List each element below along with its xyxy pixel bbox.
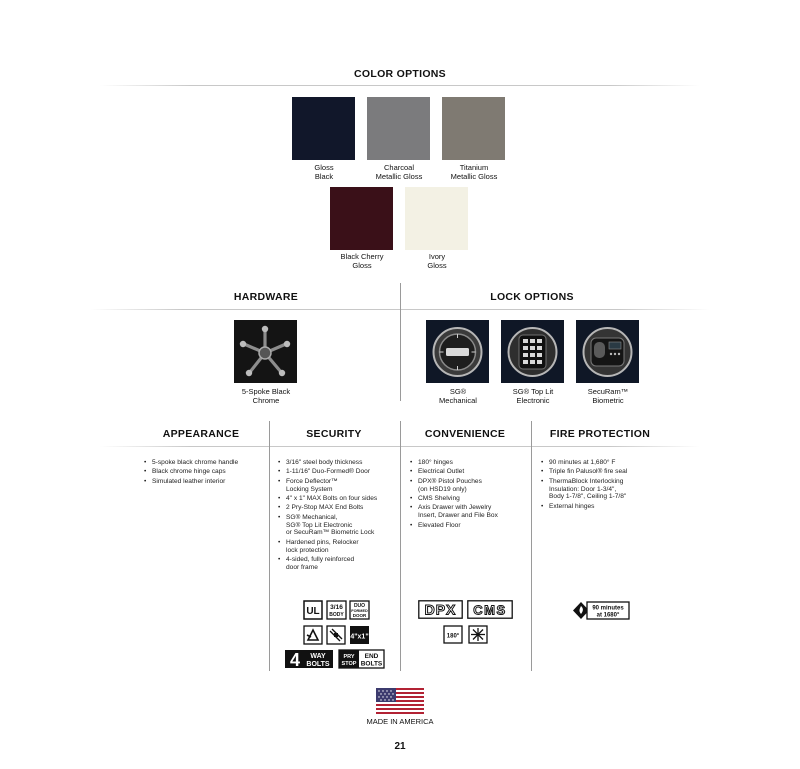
svg-text:BOLTS: BOLTS (360, 660, 383, 668)
convenience-title: CONVENIENCE (424, 428, 506, 440)
list-item: • ThermaBlock Interlocking Insulation: Door 1-3/4", Body 1-7/8", Ceiling 1-7/8" (541, 478, 671, 501)
made-in-america-label: MADE IN AMERICA (366, 717, 434, 726)
swatch-charcoal-metallic[interactable] (367, 97, 430, 160)
swatch-charcoal-metallic-caption: Charcoal Metallic Gloss (375, 163, 423, 181)
fire-protection-list (541, 459, 671, 512)
five-spoke-handle-caption: 5-Spoke Black Chrome (241, 387, 291, 405)
list-item: • Simulated leather interior (144, 478, 264, 486)
hinge-180-icon (443, 625, 463, 644)
swatch-black-cherry[interactable] (330, 187, 393, 250)
convenience-list (410, 459, 528, 531)
column-divider-2 (400, 421, 401, 671)
list-item: • 4-sided, fully reinforced door frame (278, 556, 398, 572)
list-item: • Triple fin Palusol® fire seal (541, 468, 671, 476)
swatch-gloss-black[interactable] (292, 97, 355, 160)
fire-rating-icon (570, 600, 631, 621)
list-item: • 3/16" steel body thickness (278, 459, 398, 467)
bolt-size-icon (349, 625, 370, 645)
svg-text:180°: 180° (446, 633, 460, 640)
swatch-ivory-caption: Ivory Gloss (427, 252, 447, 270)
pry-stop-end-bolts-icon (338, 649, 385, 669)
biometric-lock-icon (576, 320, 639, 383)
hardware-lock-divider (400, 283, 401, 401)
list-item: • Axis Drawer with Jewelry Insert, Drawer and File Box (410, 504, 528, 520)
svg-text:90 minutes: 90 minutes (592, 605, 624, 612)
list-item: • 180° hinges (410, 459, 528, 467)
cms-logo-icon (467, 600, 513, 619)
list-item: • DPX® Pistol Pouches (on HSD19 only) (410, 478, 528, 494)
swatch-ivory[interactable] (405, 187, 468, 250)
svg-text:FORMED: FORMED (351, 609, 368, 613)
list-item: • SG® Mechanical, SG® Top Lit Electronic or SecuRam™ Biometric Lock (278, 514, 398, 537)
ul-rated-icon (303, 600, 323, 620)
keypad-lock-icon (501, 320, 564, 383)
svg-text:WAY: WAY (310, 653, 326, 660)
sg-electronic-caption: SG® Top Lit Electronic (512, 387, 554, 405)
dpx-logo-icon (418, 600, 463, 619)
swatch-gloss-black-caption: Gloss Black (314, 163, 334, 181)
svg-text:4"x1": 4"x1" (350, 633, 369, 641)
swatch-titanium-metallic[interactable] (442, 97, 505, 160)
svg-text:END: END (364, 653, 379, 660)
swatch-black-cherry-caption: Black Cherry Gloss (340, 252, 384, 270)
list-item: • 5-spoke black chrome handle (144, 459, 264, 467)
svg-text:BOLTS: BOLTS (306, 661, 330, 668)
relocker-icon (326, 625, 346, 645)
four-way-bolts-icon (284, 649, 334, 669)
list-item: • 1-11/16" Duo-Formed® Door (278, 468, 398, 476)
list-item: • Elevated Floor (410, 522, 528, 530)
lock-options-title: LOCK OPTIONS (490, 291, 574, 303)
sg-mechanical-caption: SG® Mechanical (439, 387, 477, 405)
color-options-title: COLOR OPTIONS (354, 68, 446, 80)
dial-lock-icon (426, 320, 489, 383)
us-flag-icon (376, 688, 424, 714)
svg-text:STOP: STOP (341, 661, 357, 667)
security-list (278, 459, 398, 573)
fire-protection-title: FIRE PROTECTION (549, 428, 651, 440)
steel-thickness-icon (326, 600, 347, 620)
color-options-rule (100, 85, 700, 86)
column-divider-1 (269, 421, 270, 671)
list-item: • 4" x 1" MAX Bolts on four sides (278, 495, 398, 503)
securam-biometric-caption: SecuRam™ Biometric (587, 387, 629, 405)
duo-formed-door-icon (349, 600, 370, 620)
list-item: • 2 Pry-Stop MAX End Bolts (278, 504, 398, 512)
list-item: • Hardened pins, Relocker lock protection (278, 539, 398, 555)
elevated-floor-icon (468, 625, 488, 644)
appearance-list (144, 459, 264, 487)
list-item: • Black chrome hinge caps (144, 468, 264, 476)
column-divider-3 (531, 421, 532, 671)
force-deflector-icon (303, 625, 323, 645)
securam-biometric-lock-photo (576, 320, 639, 383)
svg-text:CMS: CMS (473, 602, 507, 618)
list-item: • 90 minutes at 1,680° F (541, 459, 671, 467)
sg-mechanical-lock-photo (426, 320, 489, 383)
svg-text:3/16: 3/16 (330, 604, 343, 611)
svg-text:DPX: DPX (424, 601, 457, 618)
sg-electronic-lock-photo (501, 320, 564, 383)
list-item: • CMS Shelving (410, 495, 528, 503)
five-spoke-handle-photo (234, 320, 297, 383)
svg-text:DUO: DUO (353, 603, 366, 609)
svg-text:BODY: BODY (329, 612, 344, 618)
svg-text:PRY: PRY (343, 654, 355, 660)
svg-text:DOOR: DOOR (352, 613, 367, 618)
list-item: • External hinges (541, 503, 671, 511)
svg-text:4: 4 (289, 650, 301, 669)
list-item: • Force Deflector™ Locking System (278, 478, 398, 494)
appearance-title: APPEARANCE (162, 428, 240, 440)
list-item: • Electrical Outlet (410, 468, 528, 476)
page-number: 21 (394, 741, 406, 752)
hardware-title: HARDWARE (233, 291, 299, 303)
five-spoke-handle-icon (234, 320, 297, 383)
swatch-titanium-metallic-caption: Titanium Metallic Gloss (450, 163, 498, 181)
svg-text:at 1680°: at 1680° (596, 612, 620, 619)
svg-text:UL: UL (306, 606, 320, 617)
security-title: SECURITY (306, 428, 362, 440)
